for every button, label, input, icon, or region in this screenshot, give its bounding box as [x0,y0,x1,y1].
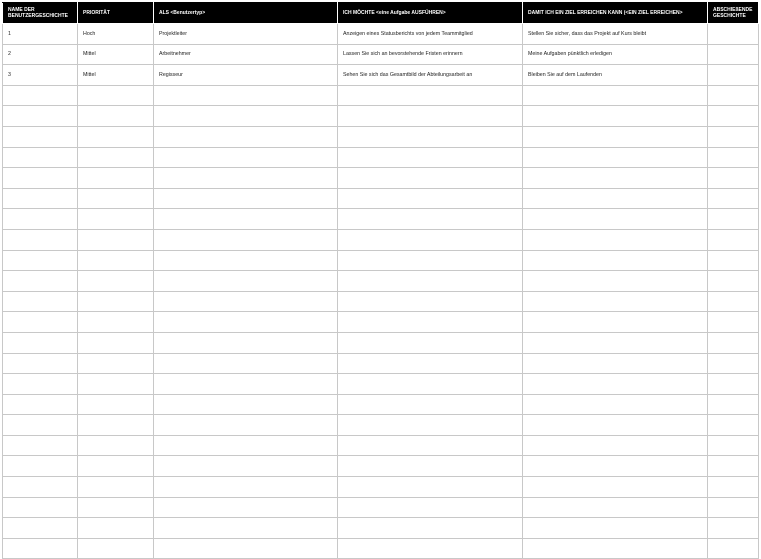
priority-cell[interactable] [78,106,154,127]
goal-cell[interactable] [523,394,708,415]
final-story-cell[interactable] [708,394,759,415]
user-type-cell[interactable] [154,394,338,415]
priority-cell[interactable] [78,394,154,415]
goal-cell[interactable] [523,291,708,312]
priority-cell[interactable] [78,415,154,436]
task-cell[interactable] [338,147,523,168]
story-name-cell[interactable] [3,415,78,436]
table-row [3,312,759,333]
story-name-cell[interactable] [3,477,78,498]
priority-cell[interactable] [78,147,154,168]
story-name-cell[interactable] [3,394,78,415]
final-story-cell[interactable] [708,229,759,250]
final-story-cell[interactable] [708,44,759,65]
priority-cell[interactable] [78,456,154,477]
task-cell[interactable]: Sehen Sie sich das Gesamtbild der Abteilungsarbeit an [338,65,523,86]
priority-cell[interactable]: Mittel [78,65,154,86]
user-type-cell[interactable] [154,312,338,333]
task-cell[interactable] [338,209,523,230]
table-row [3,229,759,250]
goal-cell[interactable] [523,126,708,147]
table-row [3,353,759,374]
user-type-cell[interactable] [154,353,338,374]
story-name-cell[interactable] [3,168,78,189]
table-row [3,126,759,147]
priority-cell[interactable] [78,126,154,147]
task-cell[interactable] [338,435,523,456]
priority-cell[interactable] [78,435,154,456]
final-story-cell[interactable] [708,353,759,374]
priority-cell[interactable] [78,477,154,498]
goal-cell[interactable] [523,188,708,209]
priority-cell[interactable] [78,374,154,395]
header-task: ICH MÖCHTE <eine Aufgabe AUSFÜHREN> [338,3,523,24]
user-story-sheet [2,2,758,536]
priority-cell[interactable]: Mittel [78,44,154,65]
goal-cell[interactable] [523,435,708,456]
priority-cell[interactable] [78,291,154,312]
task-cell[interactable] [338,106,523,127]
task-cell[interactable] [338,291,523,312]
table-row [3,374,759,395]
story-name-cell[interactable] [3,250,78,271]
final-story-cell[interactable] [708,497,759,518]
header-row [3,3,759,24]
user-type-cell[interactable] [154,332,338,353]
task-cell[interactable] [338,497,523,518]
goal-cell[interactable] [523,374,708,395]
table-row [3,291,759,312]
task-cell[interactable] [338,456,523,477]
priority-cell[interactable] [78,312,154,333]
goal-cell[interactable] [523,147,708,168]
user-type-cell[interactable] [154,209,338,230]
goal-cell[interactable] [523,312,708,333]
story-name-cell[interactable] [3,312,78,333]
priority-cell[interactable] [78,353,154,374]
table-row [3,44,759,65]
story-name-cell[interactable] [3,497,78,518]
user-type-cell[interactable] [154,497,338,518]
priority-cell[interactable] [78,332,154,353]
user-type-cell[interactable] [154,147,338,168]
header-priority: PRIORITÄT [78,3,154,24]
final-story-cell[interactable] [708,374,759,395]
priority-cell[interactable] [78,209,154,230]
priority-cell[interactable] [78,271,154,292]
story-name-cell[interactable] [3,126,78,147]
table-row [3,497,759,518]
goal-cell[interactable] [523,415,708,436]
task-cell[interactable]: Lassen Sie sich an bevorstehende Fristen erinnern [338,44,523,65]
table-row [3,168,759,189]
task-cell[interactable] [338,271,523,292]
goal-cell[interactable] [523,106,708,127]
user-type-cell[interactable] [154,106,338,127]
priority-cell[interactable] [78,188,154,209]
user-type-cell[interactable] [154,188,338,209]
goal-cell[interactable] [523,497,708,518]
story-name-cell[interactable]: 3 [3,65,78,86]
goal-cell[interactable] [523,477,708,498]
final-story-cell[interactable] [708,24,759,45]
final-story-cell[interactable] [708,147,759,168]
final-story-cell[interactable] [708,415,759,436]
goal-cell[interactable] [523,518,708,539]
final-story-cell[interactable] [708,188,759,209]
final-story-cell[interactable] [708,65,759,86]
goal-cell[interactable] [523,332,708,353]
header-goal: DAMIT ICH EIN ZIEL ERREICHEN KANN (<EIN ZIEL ERREICHEN> [523,3,708,24]
priority-cell[interactable] [78,538,154,559]
table-row [3,538,759,559]
table-row [3,147,759,168]
user-type-cell[interactable] [154,126,338,147]
task-cell[interactable] [338,188,523,209]
user-type-cell[interactable] [154,456,338,477]
final-story-cell[interactable] [708,168,759,189]
user-type-cell[interactable]: Regisseur [154,65,338,86]
task-cell[interactable] [338,126,523,147]
final-story-cell[interactable] [708,456,759,477]
goal-cell[interactable] [523,456,708,477]
goal-cell[interactable] [523,250,708,271]
final-story-cell[interactable] [708,250,759,271]
story-name-cell[interactable]: 2 [3,44,78,65]
user-type-cell[interactable] [154,291,338,312]
goal-cell[interactable]: Bleiben Sie auf dem Laufenden [523,65,708,86]
table-body [3,24,759,559]
priority-cell[interactable]: Hoch [78,24,154,45]
story-name-cell[interactable] [3,435,78,456]
user-story-table [2,2,759,559]
table-row [3,415,759,436]
priority-cell[interactable] [78,518,154,539]
final-story-cell[interactable] [708,435,759,456]
user-type-cell[interactable] [154,85,338,106]
table-row [3,65,759,86]
task-cell[interactable] [338,353,523,374]
story-name-cell[interactable] [3,456,78,477]
story-name-cell[interactable] [3,332,78,353]
goal-cell[interactable] [523,85,708,106]
user-type-cell[interactable]: Projektleiter [154,24,338,45]
priority-cell[interactable] [78,250,154,271]
priority-cell[interactable] [78,229,154,250]
final-story-cell[interactable] [708,85,759,106]
goal-cell[interactable] [523,209,708,230]
story-name-cell[interactable] [3,85,78,106]
goal-cell[interactable] [523,538,708,559]
story-name-cell[interactable] [3,538,78,559]
priority-cell[interactable] [78,497,154,518]
final-story-cell[interactable] [708,477,759,498]
story-name-cell[interactable] [3,291,78,312]
task-cell[interactable]: Anzeigen eines Statusberichts von jedem Teammitglied [338,24,523,45]
final-story-cell[interactable] [708,538,759,559]
goal-cell[interactable]: Stellen Sie sicher, dass das Projekt auf Kurs bleibt [523,24,708,45]
header-story-name: NAME DER BENUTZERGESCHICHTE [3,3,78,24]
task-cell[interactable] [338,374,523,395]
user-type-cell[interactable] [154,518,338,539]
final-story-cell[interactable] [708,332,759,353]
table-row [3,518,759,539]
user-type-cell[interactable] [154,168,338,189]
story-name-cell[interactable] [3,106,78,127]
user-type-cell[interactable] [154,415,338,436]
story-name-cell[interactable]: 1 [3,24,78,45]
task-cell[interactable] [338,168,523,189]
task-cell[interactable] [338,538,523,559]
final-story-cell[interactable] [708,209,759,230]
final-story-cell[interactable] [708,271,759,292]
table-row [3,271,759,292]
task-cell[interactable] [338,518,523,539]
user-type-cell[interactable] [154,229,338,250]
priority-cell[interactable] [78,85,154,106]
final-story-cell[interactable] [708,106,759,127]
story-name-cell[interactable] [3,518,78,539]
header-final-story: ABSCHIEßENDE GESCHICHTE [708,3,759,24]
task-cell[interactable] [338,394,523,415]
goal-cell[interactable] [523,168,708,189]
table-row [3,477,759,498]
priority-cell[interactable] [78,168,154,189]
user-type-cell[interactable] [154,250,338,271]
table-row [3,24,759,45]
table-row [3,435,759,456]
table-row [3,250,759,271]
story-name-cell[interactable] [3,147,78,168]
user-type-cell[interactable] [154,477,338,498]
table-row [3,332,759,353]
goal-cell[interactable] [523,271,708,292]
task-cell[interactable] [338,477,523,498]
user-type-cell[interactable] [154,538,338,559]
final-story-cell[interactable] [708,312,759,333]
user-type-cell[interactable]: Arbeitnehmer [154,44,338,65]
user-type-cell[interactable] [154,271,338,292]
task-cell[interactable] [338,312,523,333]
user-type-cell[interactable] [154,374,338,395]
final-story-cell[interactable] [708,126,759,147]
story-name-cell[interactable] [3,353,78,374]
goal-cell[interactable] [523,353,708,374]
goal-cell[interactable]: Meine Aufgaben pünktlich erledigen [523,44,708,65]
story-name-cell[interactable] [3,271,78,292]
final-story-cell[interactable] [708,518,759,539]
table-row [3,394,759,415]
story-name-cell[interactable] [3,229,78,250]
goal-cell[interactable] [523,229,708,250]
table-row [3,106,759,127]
user-type-cell[interactable] [154,435,338,456]
task-cell[interactable] [338,229,523,250]
table-row [3,188,759,209]
table-row [3,85,759,106]
story-name-cell[interactable] [3,188,78,209]
story-name-cell[interactable] [3,374,78,395]
task-cell[interactable] [338,85,523,106]
table-row [3,209,759,230]
task-cell[interactable] [338,415,523,436]
story-name-cell[interactable] [3,209,78,230]
task-cell[interactable] [338,250,523,271]
header-user-type: ALS <Benutzertyp> [154,3,338,24]
table-row [3,456,759,477]
task-cell[interactable] [338,332,523,353]
final-story-cell[interactable] [708,291,759,312]
